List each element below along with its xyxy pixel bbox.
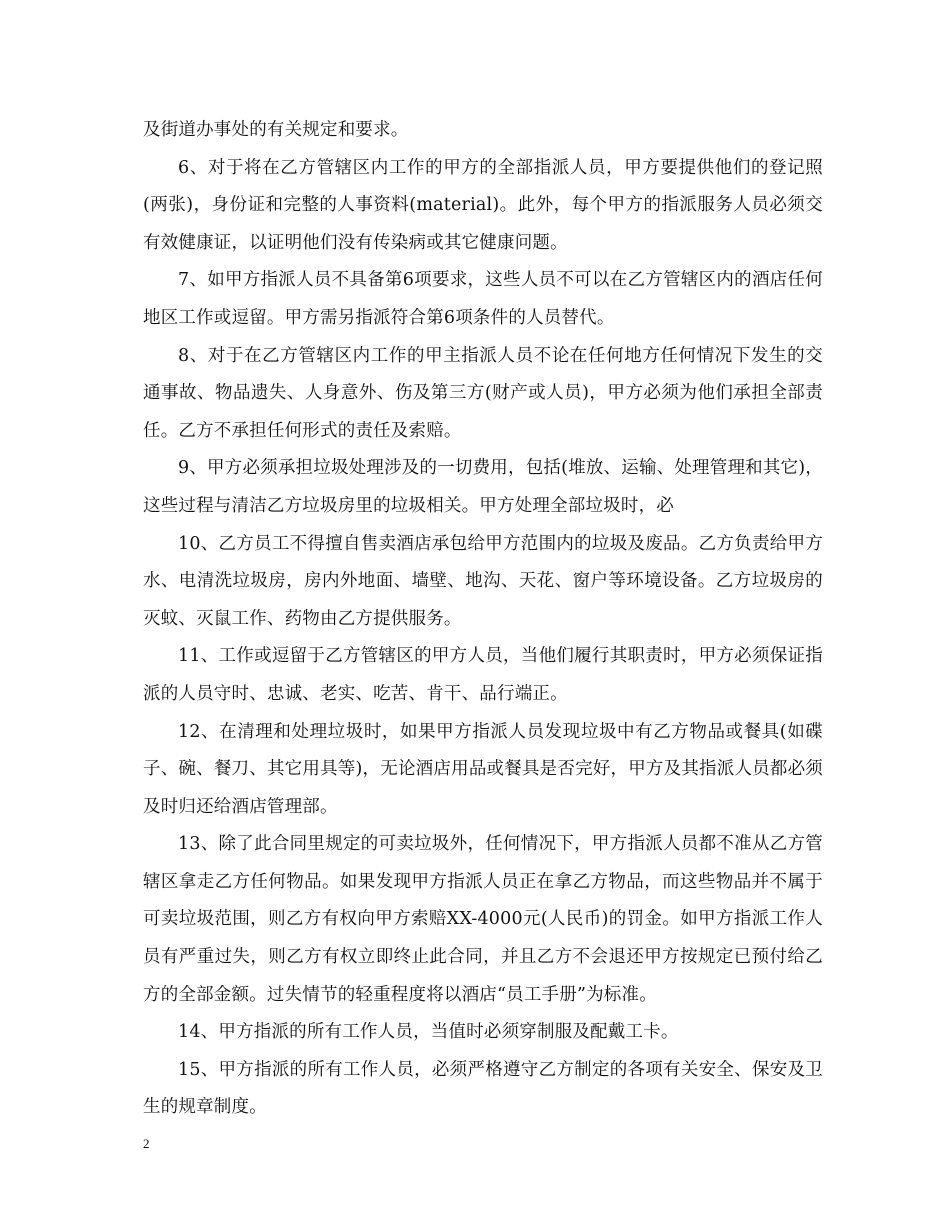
clause-11: 11、工作或逗留于乙方管辖区的甲方人员，当他们履行其职责时，甲方必须保证指派的人员守时、忠诚、老实、吃苦、肯干、品行端正。	[143, 646, 823, 704]
clause-13: 13、除了此合同里规定的可卖垃圾外，任何情况下，甲方指派人员都不准从乙方管辖区拿走乙方任何物品。如果发现甲方指派人员正在拿乙方物品，而这些物品并不属于可卖垃圾范围，则乙方有权向甲方索赔XX-4000元(人民币)的罚金。如甲方指派工作人员有严重过失，则乙方有权立即终止此合同，并且乙方不会退还甲方按规定已预付给乙方的全部金额。过失情节的轻重程度将以酒店“员工手册”为标准。	[143, 834, 823, 1005]
clause-6: 6、对于将在乙方管辖区内工作的甲方的全部指派人员，甲方要提供他们的登记照(两张)，身份证和完整的人事资料(material)。此外，每个甲方的指派服务人员必须交有效健康证，以证明他们没有传染病或其它健康问题。	[143, 157, 823, 253]
contract-body	[143, 112, 823, 1127]
clause-12: 12、在清理和处理垃圾时，如果甲方指派人员发现垃圾中有乙方物品或餐具(如碟子、碗、餐刀、其它用具等)，无论酒店用品或餐具是否完好，甲方及其指派人员都必须及时归还给酒店管理部。	[143, 721, 823, 817]
clause-10: 10、乙方员工不得擅自售卖酒店承包给甲方范围内的垃圾及废品。乙方负责给甲方水、电清洗垃圾房，房内外地面、墙壁、地沟、天花、窗户等环境设备。乙方垃圾房的灭蚊、灭鼠工作、药物由乙方提供服务。	[143, 533, 823, 629]
clause-9: 9、甲方必须承担垃圾处理涉及的一切费用，包括(堆放、运输、处理管理和其它)，这些过程与清洁乙方垃圾房里的垃圾相关。甲方处理全部垃圾时，必	[143, 458, 823, 516]
clause-7: 7、如甲方指派人员不具备第6项要求，这些人员不可以在乙方管辖区内的酒店任何地区工作或逗留。甲方需另指派符合第6项条件的人员替代。	[143, 270, 823, 328]
paragraph-continuation: 及街道办事处的有关规定和要求。	[143, 120, 409, 140]
clause-14: 14、甲方指派的所有工作人员，当值时必须穿制服及配戴工卡。	[178, 1022, 679, 1043]
page-number: 2	[143, 1136, 150, 1151]
clause-15: 15、甲方指派的所有工作人员，必须严格遵守乙方制定的各项有关安全、保安及卫生的规章制度。	[143, 1059, 823, 1118]
clause-8: 8、对于在乙方管辖区内工作的甲主指派人员不论在任何地方任何情况下发生的交通事故、物品遗失、人身意外、伤及第三方(财产或人员)，甲方必须为他们承担全部责任。乙方不承担任何形式的责任及索赔。	[143, 345, 823, 441]
